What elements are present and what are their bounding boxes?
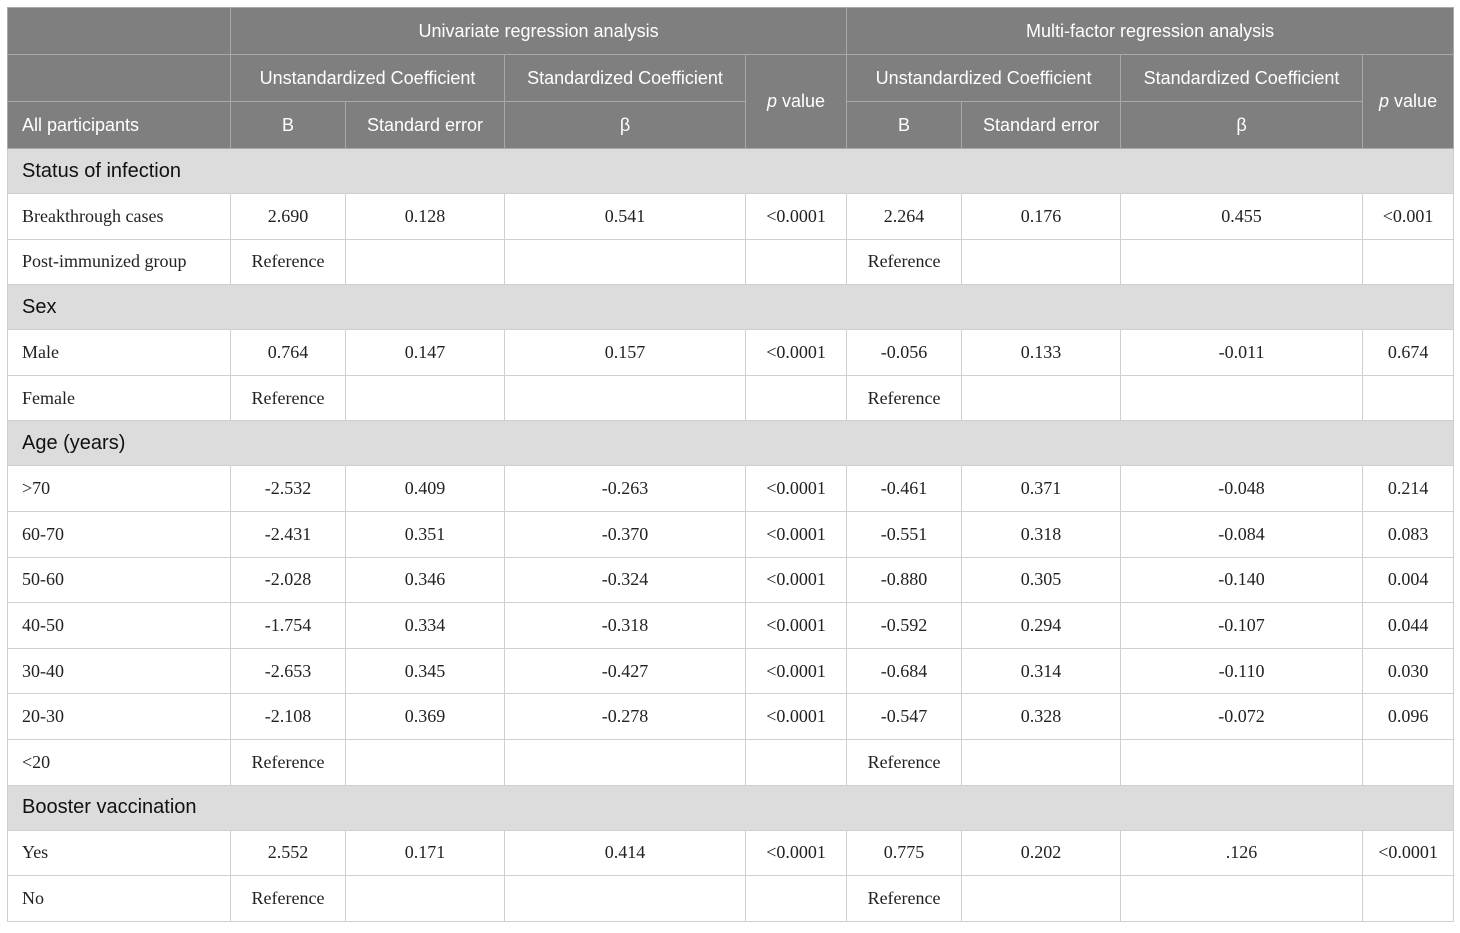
uni-b-cell: -2.532 [231,466,346,512]
table-row [8,648,1454,694]
multi-p-value-cell: 0.083 [1363,511,1454,557]
p-italic: p [1379,91,1390,111]
multi-beta-cell: -0.072 [1121,694,1363,740]
row-label: 50-60 [8,557,231,603]
uni-beta-cell: 0.541 [505,194,746,240]
uni-beta-cell: -0.370 [505,511,746,557]
uni-unstandardized-header: Unstandardized Coefficient [231,55,505,102]
row-label: No [8,876,231,922]
uni-p-value-cell [746,739,847,785]
uni-beta-cell: -0.318 [505,603,746,649]
uni-b-cell: Reference [231,375,346,421]
multi-beta-cell: -0.110 [1121,648,1363,694]
uni-b-cell: -2.431 [231,511,346,557]
multi-beta-cell: -0.107 [1121,603,1363,649]
uni-b-cell: Reference [231,876,346,922]
table-row [8,239,1454,285]
uni-se-cell: 0.147 [346,330,505,376]
multi-se-cell: 0.176 [962,194,1121,240]
uni-b-cell: -1.754 [231,603,346,649]
multi-b-cell: Reference [847,239,962,285]
section-row [8,149,1454,194]
uni-p-value-cell [746,239,847,285]
multi-se-header: Standard error [962,102,1121,149]
multi-beta-cell [1121,375,1363,421]
multi-b-cell: -0.551 [847,511,962,557]
uni-beta-cell: 0.157 [505,330,746,376]
uni-b-cell: -2.108 [231,694,346,740]
multi-b-cell: 2.264 [847,194,962,240]
row-label: Male [8,330,231,376]
multi-b-cell: -0.592 [847,603,962,649]
uni-se-cell: 0.334 [346,603,505,649]
p-value-text: value [777,91,826,111]
row-label: Yes [8,830,231,876]
table-row [8,466,1454,512]
uni-b-cell: 2.690 [231,194,346,240]
multi-p-value-header [1363,55,1454,149]
uni-p-value-cell: <0.0001 [746,648,847,694]
multi-b-cell: -0.056 [847,330,962,376]
table-row [8,557,1454,603]
uni-p-value-cell [746,876,847,922]
uni-p-value-cell [746,375,847,421]
multi-p-value-cell: 0.214 [1363,466,1454,512]
multi-p-value-cell [1363,876,1454,922]
multi-beta-cell: -0.084 [1121,511,1363,557]
uni-se-cell: 0.346 [346,557,505,603]
multi-se-cell [962,375,1121,421]
section-title: Status of infection [8,149,1454,194]
uni-beta-cell: 0.414 [505,830,746,876]
multi-se-cell: 0.294 [962,603,1121,649]
multi-se-cell: 0.318 [962,511,1121,557]
multi-beta-cell [1121,239,1363,285]
multi-b-cell: -0.547 [847,694,962,740]
uni-beta-header: β [505,102,746,149]
multi-beta-cell: -0.140 [1121,557,1363,603]
table-row [8,511,1454,557]
multi-b-cell: 0.775 [847,830,962,876]
uni-se-header: Standard error [346,102,505,149]
uni-beta-cell: -0.427 [505,648,746,694]
table-row [8,194,1454,240]
multifactor-header: Multi-factor regression analysis [847,8,1454,55]
table-row [8,876,1454,922]
uni-beta-cell: -0.263 [505,466,746,512]
uni-se-cell: 0.345 [346,648,505,694]
multi-beta-cell: -0.048 [1121,466,1363,512]
header-empty-cell [8,8,231,55]
row-label: 20-30 [8,694,231,740]
table-row [8,330,1454,376]
multi-b-header: B [847,102,962,149]
section-row [8,285,1454,330]
row-label: Female [8,375,231,421]
uni-b-cell: 2.552 [231,830,346,876]
multi-unstandardized-header: Unstandardized Coefficient [847,55,1121,102]
uni-p-value-cell: <0.0001 [746,194,847,240]
multi-se-cell: 0.328 [962,694,1121,740]
uni-se-cell [346,876,505,922]
uni-b-cell: -2.653 [231,648,346,694]
row-label: 60-70 [8,511,231,557]
multi-se-cell [962,876,1121,922]
row-label: <20 [8,739,231,785]
multi-beta-cell [1121,876,1363,922]
uni-se-cell [346,375,505,421]
multi-p-value-cell: 0.096 [1363,694,1454,740]
uni-b-cell: 0.764 [231,330,346,376]
multi-se-cell: 0.371 [962,466,1121,512]
multi-p-value-cell [1363,239,1454,285]
table-row [8,375,1454,421]
table-body [8,149,1454,922]
uni-se-cell [346,739,505,785]
uni-beta-cell [505,239,746,285]
multi-b-cell: -0.880 [847,557,962,603]
uni-standardized-header: Standardized Coefficient [505,55,746,102]
row-label: >70 [8,466,231,512]
row-label: 40-50 [8,603,231,649]
section-title: Booster vaccination [8,785,1454,830]
uni-se-cell: 0.351 [346,511,505,557]
multi-b-cell: -0.461 [847,466,962,512]
table-row [8,830,1454,876]
multi-se-cell [962,239,1121,285]
uni-p-value-cell: <0.0001 [746,603,847,649]
multi-b-cell: Reference [847,375,962,421]
multi-p-value-cell [1363,739,1454,785]
uni-se-cell: 0.369 [346,694,505,740]
uni-beta-cell: -0.324 [505,557,746,603]
uni-se-cell: 0.409 [346,466,505,512]
header-row-3 [8,102,1454,149]
table-header [8,8,1454,149]
uni-beta-cell: -0.278 [505,694,746,740]
table-row [8,739,1454,785]
uni-beta-cell [505,739,746,785]
header-empty-cell [8,55,231,102]
multi-p-value-cell: <0.0001 [1363,830,1454,876]
multi-beta-cell: .126 [1121,830,1363,876]
uni-p-value-cell: <0.0001 [746,466,847,512]
table-row [8,603,1454,649]
header-row-1 [8,8,1454,55]
uni-p-value-cell: <0.0001 [746,557,847,603]
multi-se-cell: 0.133 [962,330,1121,376]
multi-beta-cell: 0.455 [1121,194,1363,240]
p-italic: p [766,91,777,111]
uni-se-cell: 0.171 [346,830,505,876]
p-value-text: value [1389,91,1438,111]
uni-b-cell: Reference [231,239,346,285]
multi-b-cell: -0.684 [847,648,962,694]
multi-b-cell: Reference [847,739,962,785]
univariate-header: Univariate regression analysis [231,8,847,55]
multi-p-value-cell: 0.044 [1363,603,1454,649]
multi-p-value-cell: 0.030 [1363,648,1454,694]
uni-beta-cell [505,876,746,922]
multi-se-cell: 0.305 [962,557,1121,603]
header-row-2 [8,55,1454,102]
section-title: Age (years) [8,421,1454,466]
multi-p-value-cell: <0.001 [1363,194,1454,240]
uni-p-value-cell: <0.0001 [746,511,847,557]
uni-b-cell: -2.028 [231,557,346,603]
uni-p-value-cell: <0.0001 [746,694,847,740]
section-row [8,421,1454,466]
multi-standardized-header: Standardized Coefficient [1121,55,1363,102]
uni-b-header: B [231,102,346,149]
multi-b-cell: Reference [847,876,962,922]
table-row [8,694,1454,740]
multi-beta-cell [1121,739,1363,785]
row-label: Breakthrough cases [8,194,231,240]
multi-se-cell [962,739,1121,785]
uni-p-value-cell: <0.0001 [746,830,847,876]
regression-table [7,7,1454,922]
section-title: Sex [8,285,1454,330]
uni-p-value-cell: <0.0001 [746,330,847,376]
section-row [8,785,1454,830]
uni-beta-cell [505,375,746,421]
multi-p-value-cell [1363,375,1454,421]
all-participants-header: All participants [8,102,231,149]
uni-se-cell: 0.128 [346,194,505,240]
uni-se-cell [346,239,505,285]
multi-se-cell: 0.314 [962,648,1121,694]
multi-se-cell: 0.202 [962,830,1121,876]
multi-p-value-cell: 0.004 [1363,557,1454,603]
multi-beta-cell: -0.011 [1121,330,1363,376]
row-label: Post-immunized group [8,239,231,285]
multi-beta-header: β [1121,102,1363,149]
uni-b-cell: Reference [231,739,346,785]
multi-p-value-cell: 0.674 [1363,330,1454,376]
uni-p-value-header [746,55,847,149]
row-label: 30-40 [8,648,231,694]
